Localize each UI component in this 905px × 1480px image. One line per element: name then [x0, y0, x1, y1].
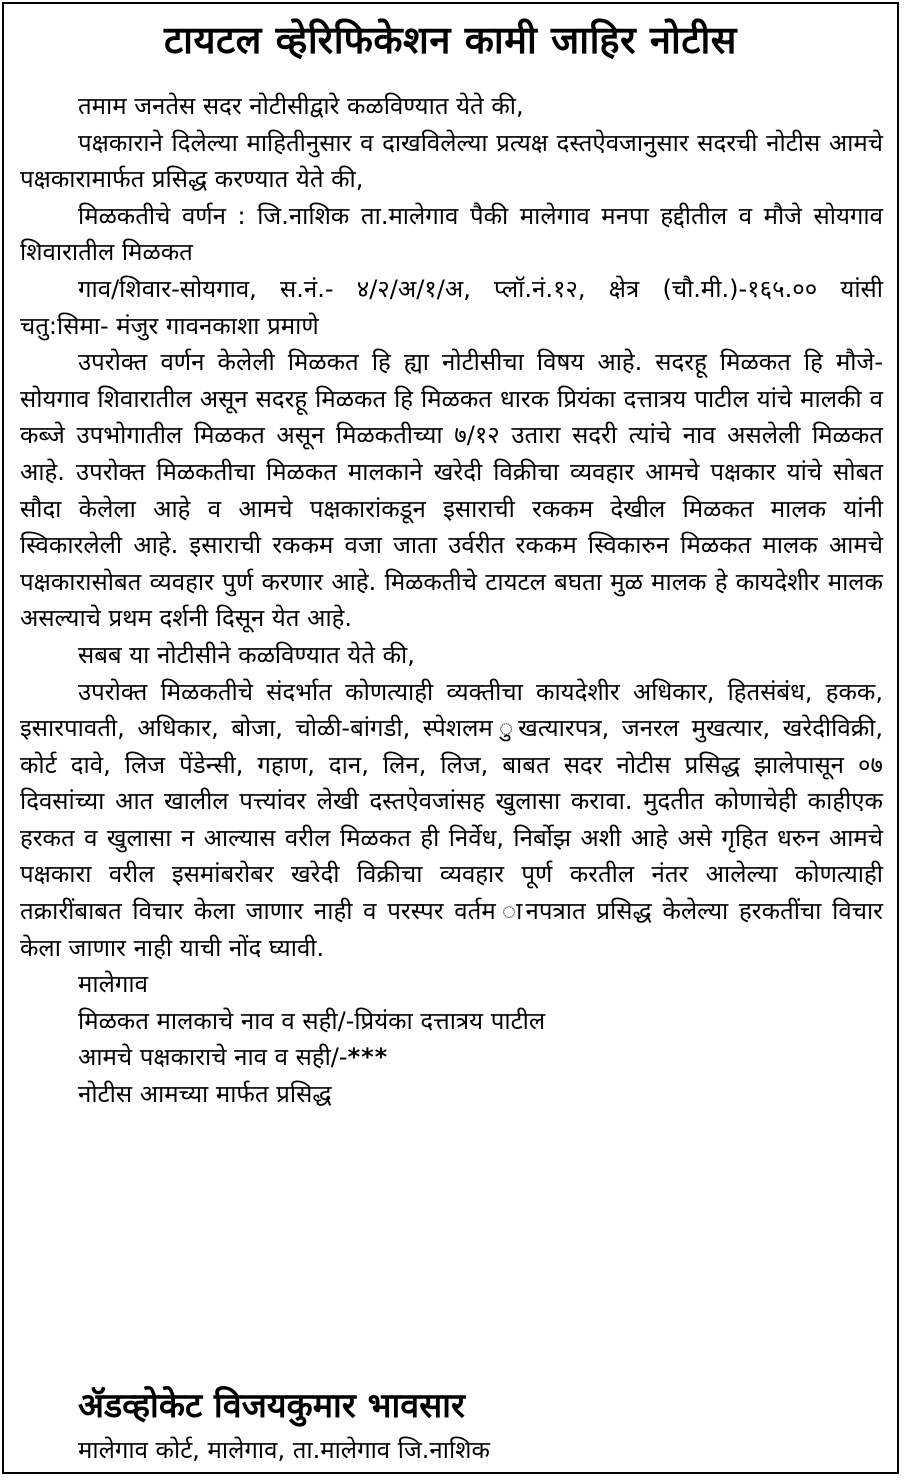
published-by-line: नोटीस आमच्या मार्फत प्रसिद्ध: [78, 1080, 332, 1109]
paragraph-property-description: मिळकतीचे वर्णन : जि.नाशिक ता.मालेगाव पैकी मालेगाव मनपा हद्दीतील व मौजे सोयगाव शिवारातील मिळकत: [20, 201, 883, 267]
client-signature-label: आमचे पक्षकाराचे नाव व सही/-: [78, 1043, 348, 1072]
paragraph-survey-details: गाव/शिवार-सोयगाव, स.नं.- ४/२/अ/१/अ, प्लॉ.नं.१२, क्षेत्र (चौ.मी.)-१६५.०० यांसी चतु:सिमा- मंजुर गावनकाशा प्रमाणे: [20, 274, 883, 340]
notice-title: टायटल व्हेरिफिकेशन कामी जाहिर नोटीस: [164, 18, 737, 62]
paragraph-ownership: उपरोक्त वर्णन केलेली मिळकत हि ह्या नोटीसीचा विषय आहे. सदरहू मिळकत हि मौजे-सोयगाव शिवारातील असून सदरहू मिळकत हि मिळकत धारक प्रियंका दत्तात्रय पाटील यांचे मालकी व कब्जे उपभोगातील मिळकत असून मिळकतीच्या ७/१२ उतारा सदरी त्यांचे नाव असलेली मिळकत आहे. उपरोक्त मिळकतीचा मिळकत मालकाने खरेदी विक्रीचा व्यवहार आमचे पक्षकार यांचे सोबत सौदा केलेला आहे व आमचे पक्षकारांकडून इसाराची रककम देखील मिळकत मालक यांनी स्विकारलेली आहे. इसाराची रककम वजा जाता उर्वरीत रककम स्विकारुन मिळकत मालक आमचे पक्षकारासोबत व्यवहार पुर्ण करणार आहे. मिळकतीचे टायटल बघता मुळ मालक हे कायदेशीर मालक असल्याचे प्रथम दर्शनी दिसून येत आहे.: [20, 348, 883, 633]
client-signature-stars: ***: [347, 1043, 389, 1072]
advocate-name: ॲडव्होकेट विजयकुमार भावसार: [78, 1386, 465, 1426]
paragraph-hence: सबब या नोटीसीने कळविण्यात येते की,: [78, 640, 415, 669]
place-label: मालेगाव: [78, 970, 148, 999]
notice-body: [20, 88, 883, 1113]
client-signature-line: [20, 1039, 883, 1076]
paragraph-client-info: पक्षकाराने दिलेल्या माहितीनुसार व दाखविलेल्या प्रत्यक्ष दस्तऐवजानुसार सदरची नोटीस आमचे पक्षकारामार्फत प्रसिद्ध करण्यात येते की,: [20, 128, 883, 194]
paragraph-objections: उपरोक्त मिळकतीचे संदर्भात कोणत्याही व्यक्तीचा कायदेशीर अधिकार, हितसंबंध, हकक, इसारपावती, अधिकार, बोजा, चोळी-बांगडी, स्पेशलम ुखत्यारपत्र, जनरल मुखत्यार, खरेदीविक्री, कोर्ट दावे, लिज पेंडेन्सी, गहाण, दान, लिन, लिज, बाबत सदर नोटीस प्रसिद्ध झालेपासून ०७ दिवसांच्या आत खालील पत्त्यांवर लेखी दस्तऐवजांसह खुलासा करावा. मुदतीत कोणाचेही काहीएक हरकत व खुलासा न आल्यास वरील मिळकत ही निर्वेध, निर्बोझ अशी आहे असे गृहित धरुन आमचे पक्षकारा वरील इसमांबरोबर खरेदी विक्रीचा व्यवहार पूर्ण करतील नंतर आलेल्या कोणत्याही तक्रारींबाबत विचार केला जाणार नाही व परस्पर वर्तम ानपत्रात प्रसिद्ध केलेल्या हरकतींचा विचार केला जाणार नाही याची नोंद घ्यावी.: [20, 677, 883, 962]
paragraph-intro: तमाम जनतेस सदर नोटीसीद्वारे कळविण्यात येते की,: [78, 92, 524, 120]
advocate-address: मालेगाव कोर्ट, मालेगाव, ता.मालेगाव जि.नाशिक: [78, 1436, 490, 1464]
owner-signature-line: मिळकत मालकाचे नाव व सही/-प्रियंका दत्तात्रय पाटील: [78, 1006, 546, 1035]
notice-frame: [2, 2, 899, 1474]
